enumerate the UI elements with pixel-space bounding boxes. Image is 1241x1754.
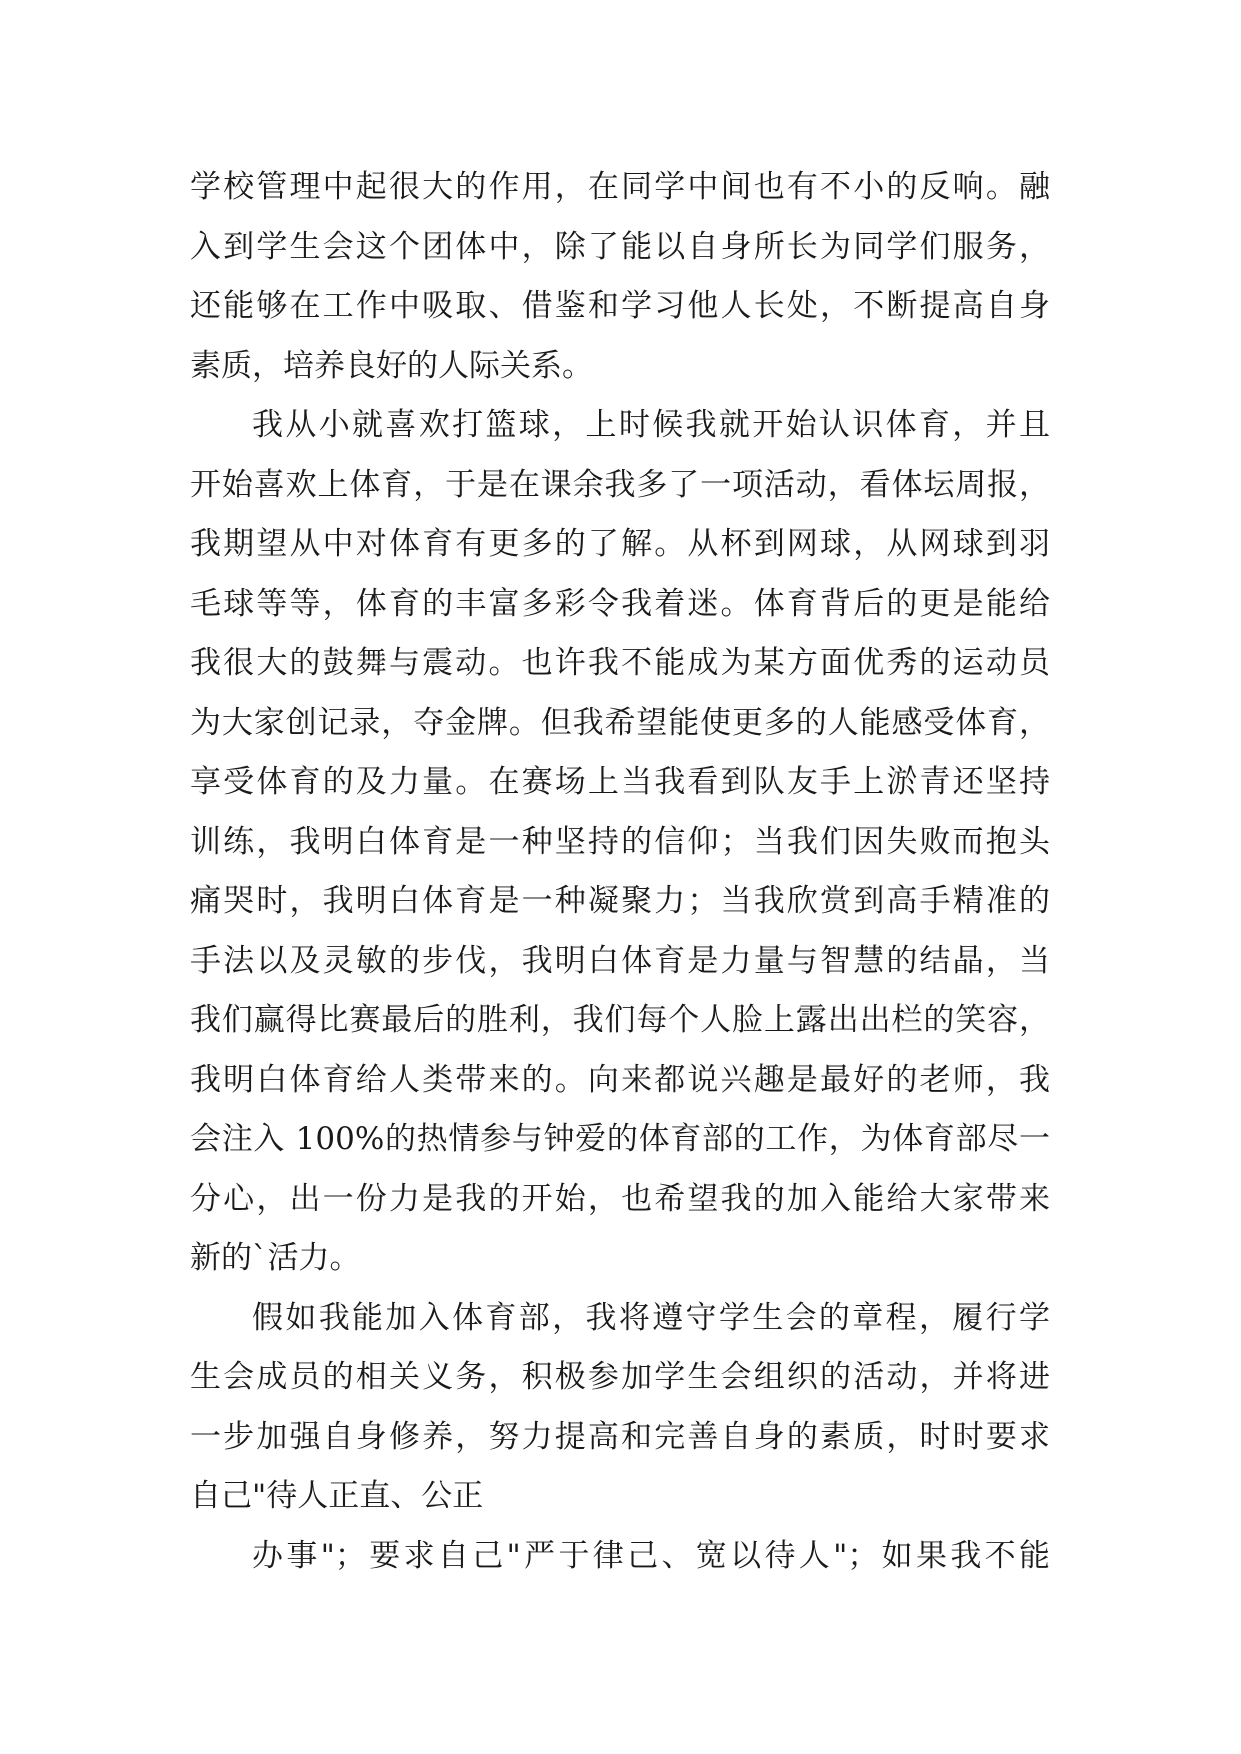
text-line: 享受体育的及力量。在赛场上当我看到队友手上淤青还坚持 <box>190 764 1050 800</box>
text-line: 分心，出一份力是我的开始，也希望我的加入能给大家带来 <box>190 1180 1050 1217</box>
text-line: 办事"；要求自己"严于律己、宽以待人"；如果我不能 <box>252 1537 1050 1574</box>
text-line: 为大家创记录，夺金牌。但我希望能使更多的人能感受体育， <box>190 704 1050 741</box>
text-line: 毛球等等，体育的丰富多彩令我着迷。体育背后的更是能给 <box>190 585 1050 622</box>
text-line: 我很大的鼓舞与震动。也许我不能成为某方面优秀的运动员 <box>190 645 1050 681</box>
text-line: 手法以及灵敏的步伐，我明白体育是力量与智慧的结晶，当 <box>190 942 1050 979</box>
text-line: 素质，培养良好的人际关系。 <box>190 347 593 384</box>
text-line: 新的`活力。 <box>190 1240 361 1276</box>
text-line: 痛哭时，我明白体育是一种凝聚力；当我欣赏到高手精准的 <box>190 883 1050 919</box>
text-line: 我明白体育给人类带来的。向来都说兴趣是最好的老师，我 <box>190 1061 1050 1098</box>
text-line: 生会成员的相关义务，积极参加学生会组织的活动，并将进 <box>190 1359 1050 1395</box>
text-line: 假如我能加入体育部，我将遵守学生会的章程，履行学 <box>252 1299 1050 1336</box>
text-line: 还能够在工作中吸取、借鉴和学习他人长处，不断提高自身 <box>190 288 1050 324</box>
text-line: 会注入 100%的热情参与钟爱的体育部的工作，为体育部尽一 <box>190 1121 1050 1157</box>
text-line: 我期望从中对体育有更多的了解。从杯到网球，从网球到羽 <box>190 526 1050 562</box>
text-line: 学校管理中起很大的作用，在同学中间也有不小的反响。融 <box>190 169 1050 205</box>
text-line: 开始喜欢上体育，于是在课余我多了一项活动，看体坛周报， <box>190 466 1050 503</box>
text-line: 训练，我明白体育是一种坚持的信仰；当我们因失败而抱头 <box>190 823 1050 860</box>
text-line: 我从小就喜欢打篮球，上时候我就开始认识体育，并且 <box>252 407 1050 443</box>
text-line: 一步加强自身修养，努力提高和完善自身的素质，时时要求 <box>190 1418 1050 1455</box>
body-text <box>190 158 1050 1586</box>
text-line: 我们赢得比赛最后的胜利，我们每个人脸上露出出栏的笑容， <box>190 1002 1050 1038</box>
text-line: 入到学生会这个团体中，除了能以自身所长为同学们服务， <box>190 228 1050 265</box>
text-line: 自己"待人正直、公正 <box>190 1478 484 1514</box>
